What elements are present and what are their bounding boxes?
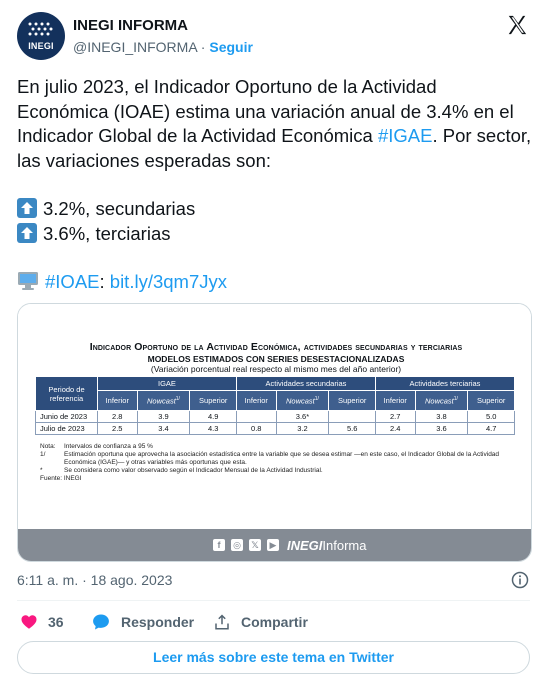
account-handle[interactable]: @INEGI_INFORMA [73,39,197,55]
table-cell: 4.3 [190,423,237,435]
sector-item-secundarias [17,197,532,222]
subheader-nowcast: Nowcast$^{1/}$ [415,391,468,411]
period-header: Periodo de referencia [36,377,98,411]
subheader-superior: Superior [468,391,515,411]
avatar-brand-text: INEGI [28,41,54,51]
hashtag-ioae[interactable]: #IOAE [45,271,100,292]
subheader-inferior: Inferior [98,391,138,411]
table-cell: 3.6* [276,411,329,423]
inegi-logo-icon [27,21,55,39]
follow-button[interactable]: Seguir [209,39,253,55]
link-colon: : [99,271,105,292]
note-mark-1: 1/ [40,451,46,458]
read-more-button[interactable]: Leer más sobre este tema en Twitter [17,641,530,674]
reply-label: Responder [121,614,195,630]
divider [17,600,530,601]
hashtag-igae[interactable]: #IGAE [377,125,433,146]
computer-icon [17,271,39,291]
tweet-body-end: . Por sector, las variaciones esperadas son: [17,125,532,171]
footer-brand-row [213,538,366,552]
link-row [17,270,532,295]
avatar[interactable] [17,12,65,60]
table-cell: 3.6 [415,423,468,435]
tweet-body-text: En julio 2023, el Indicador Oportuno de la Actividad Económica (IOAE) estima una variación anual de 3.4% en el Indicador Global de la Actividad Económica [17,76,514,146]
document-image [18,304,531,529]
info-icon[interactable] [511,571,529,589]
sector-item-terciarias-text: 3.6%, terciarias [43,222,171,244]
share-label: Compartir [241,614,308,630]
like-count: 36 [48,614,64,630]
subheader-nowcast: Nowcast$^{1/}$ [137,391,190,411]
table-cell: 4.9 [190,411,237,423]
subheader-inferior: Inferior [236,391,276,411]
short-link[interactable]: bit.ly/3qm7Jyx [109,271,227,292]
row-period: Julio de 2023 [36,423,98,435]
handle-separator: · [200,39,206,55]
note-mark-2: * [40,467,43,474]
subheader-inferior: Inferior [375,391,415,411]
tweet-text [17,75,532,295]
table-cell: 3.4 [137,423,190,435]
table-cell: 2.5 [98,423,138,435]
reply-bubble-icon [91,612,111,632]
subheader-superior: Superior [329,391,376,411]
youtube-icon: ▶ [267,539,279,551]
heart-icon [20,613,38,631]
tweet-header [17,12,530,60]
note-label: Nota: [40,443,56,450]
table-cell [236,411,276,423]
note-text-2: Se considera como valor observado según el Indicador Mensual de la Actividad Industrial. [64,467,323,474]
table-cell: 5.0 [468,411,515,423]
up-arrow-icon [17,223,37,243]
tweet-paragraph [17,75,532,173]
table-notes [40,443,520,483]
timestamp[interactable]: 6:11 a. m. · 18 ago. 2023 [17,572,173,588]
table-cell [329,411,376,423]
share-button[interactable] [213,611,308,633]
doc-title: Indicador Oportuno de la Actividad Económica, actividades secundarias y terciarias [89,341,463,353]
media-card[interactable] [17,303,532,562]
table-cell: 2.7 [375,411,415,423]
reply-button[interactable] [91,611,194,633]
note-row [40,451,520,467]
note-text-1: Estimación oportuna que aprovecha la asociación estadística entre la variable que se desea estimar —en este caso, el Indicador Global de la Actividad Económica (IGAE)— y otras variables más oportunas que esta. [64,451,500,466]
doc-subtitle-2: (Variación porcentual real respecto al mismo mes del año anterior) [150,364,402,374]
table-row [36,423,515,435]
up-arrow-icon [17,198,37,218]
handle-row [73,39,253,55]
x-icon: 𝕏 [249,539,261,551]
table-cell: 3.8 [415,411,468,423]
like-button[interactable] [20,611,64,633]
subheader-nowcast: Nowcast$^{1/}$ [276,391,329,411]
table-row [36,411,515,423]
sector-item-secundarias-text: 3.2%, secundarias [43,198,196,219]
table-cell: 5.6 [329,423,376,435]
source-text: Fuente: INEGI [40,475,82,482]
instagram-icon: ◎ [231,539,243,551]
table-cell: 2.4 [375,423,415,435]
subheader-superior: Superior [190,391,237,411]
row-period: Junio de 2023 [36,411,98,423]
note-source [40,475,520,483]
group-header-igae: IGAE [98,377,237,391]
note-row [40,467,520,475]
sector-item-terciarias [17,222,532,247]
table-cell: 3.2 [276,423,329,435]
note-row [40,443,520,451]
account-name[interactable]: INEGI INFORMA [73,17,188,34]
share-icon [213,613,231,631]
table-cell: 3.9 [137,411,190,423]
table-cell: 4.7 [468,423,515,435]
doc-subtitle: MODELOS ESTIMADOS CON SERIES DESESTACIONALIZADAS [147,354,405,364]
group-header-terciarias: Actividades terciarias [375,377,514,391]
facebook-icon: f [213,539,225,551]
note-text: Intervalos de confianza a 95 % [64,443,153,450]
table-cell: 2.8 [98,411,138,423]
x-logo-icon[interactable] [506,14,528,36]
card-footer-bar [18,529,531,562]
footer-brand: INEGIInforma [287,537,367,553]
group-header-secundarias: Actividades secundarias [236,377,375,391]
estimates-table [35,376,515,435]
action-bar [17,611,530,633]
table-cell: 0.8 [236,423,276,435]
